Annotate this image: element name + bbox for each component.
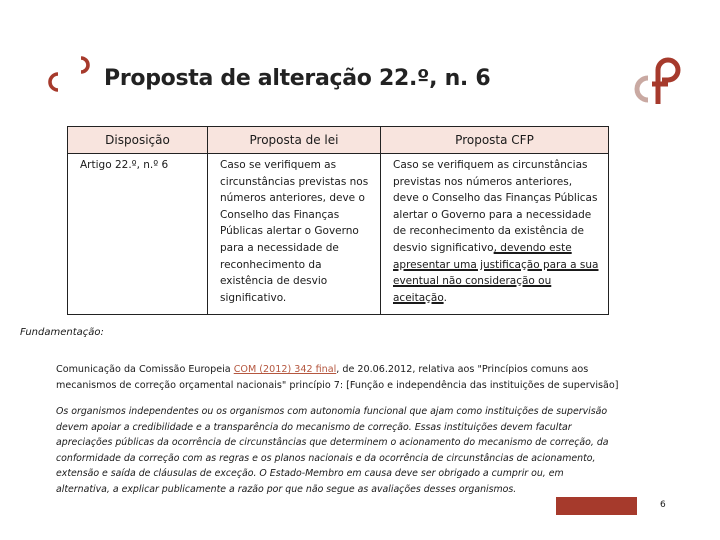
header-proposta-lei: Proposta de lei	[208, 127, 381, 154]
cfp-amendment-text: , devendo este apresentar uma justificação para a sua eventual não consideração ou aceitação	[393, 241, 599, 304]
cfp-text-end: .	[443, 291, 447, 304]
table-header-row	[68, 127, 609, 154]
fundamentacao-reference	[56, 362, 636, 393]
com-document-link[interactable]: COM (2012) 342 final	[233, 364, 337, 375]
footer-bar	[556, 497, 637, 515]
cfp-text: Caso se verifiquem as circunstâncias previstas nos números anteriores, deve o Conselho das Finanças Públicas alertar o Governo para a necessidade de reconhecimento da existência de desvio significativo	[393, 159, 598, 254]
cell-proposta-lei: Caso se verifiquem as circunstâncias previstas nos números anteriores, deve o Conselho das Finanças Públicas alertar o Governo para a necessidade de reconhecimento da existência de desvio significativo.	[208, 154, 381, 315]
table-row	[68, 154, 609, 315]
page-number: 6	[660, 500, 666, 510]
reference-text: Comunicação da Comissão Europeia	[56, 364, 234, 375]
header-disposicao: Disposição	[68, 127, 208, 154]
header-proposta-cfp: Proposta CFP	[381, 127, 609, 154]
cfp-logo-fragment-icon	[44, 54, 94, 100]
page-title: Proposta de alteração 22.º, n. 6	[104, 66, 491, 91]
reference-text-cont: , de 20.06.2012, relativa aos "Princípios comuns aos mecanismos de correção orçamental nacionais" princípio 7: [Função e independência das instituições de supervisão]	[56, 364, 619, 391]
fundamentacao-label: Fundamentação:	[20, 327, 104, 338]
comparison-table	[67, 126, 609, 315]
cell-disposicao: Artigo 22.º, n.º 6	[68, 154, 208, 315]
cfp-logo-icon	[626, 52, 688, 106]
fundamentacao-quote: Os organismos independentes ou os organismos com autonomia funcional que ajam como instituições de supervisão devem apoiar a credibilidade e a transparência do mecanismo de correção. Essas instituições devem facultar apreciações públicas da ocorrência de circunstâncias que determinem o acionamento do mecanismo de correção, da conformidade da correção com as regras e os planos nacionais e da ocorrência de circunstâncias de acionamento, extensão e saída de cláusulas de exceção. O Estado-Membro em causa deve ser obrigado a cumprir ou, em alternativa, a explicar publicamente a razão por que não segue as avaliações desses organismos.	[56, 406, 609, 495]
cell-proposta-cfp	[381, 154, 609, 315]
